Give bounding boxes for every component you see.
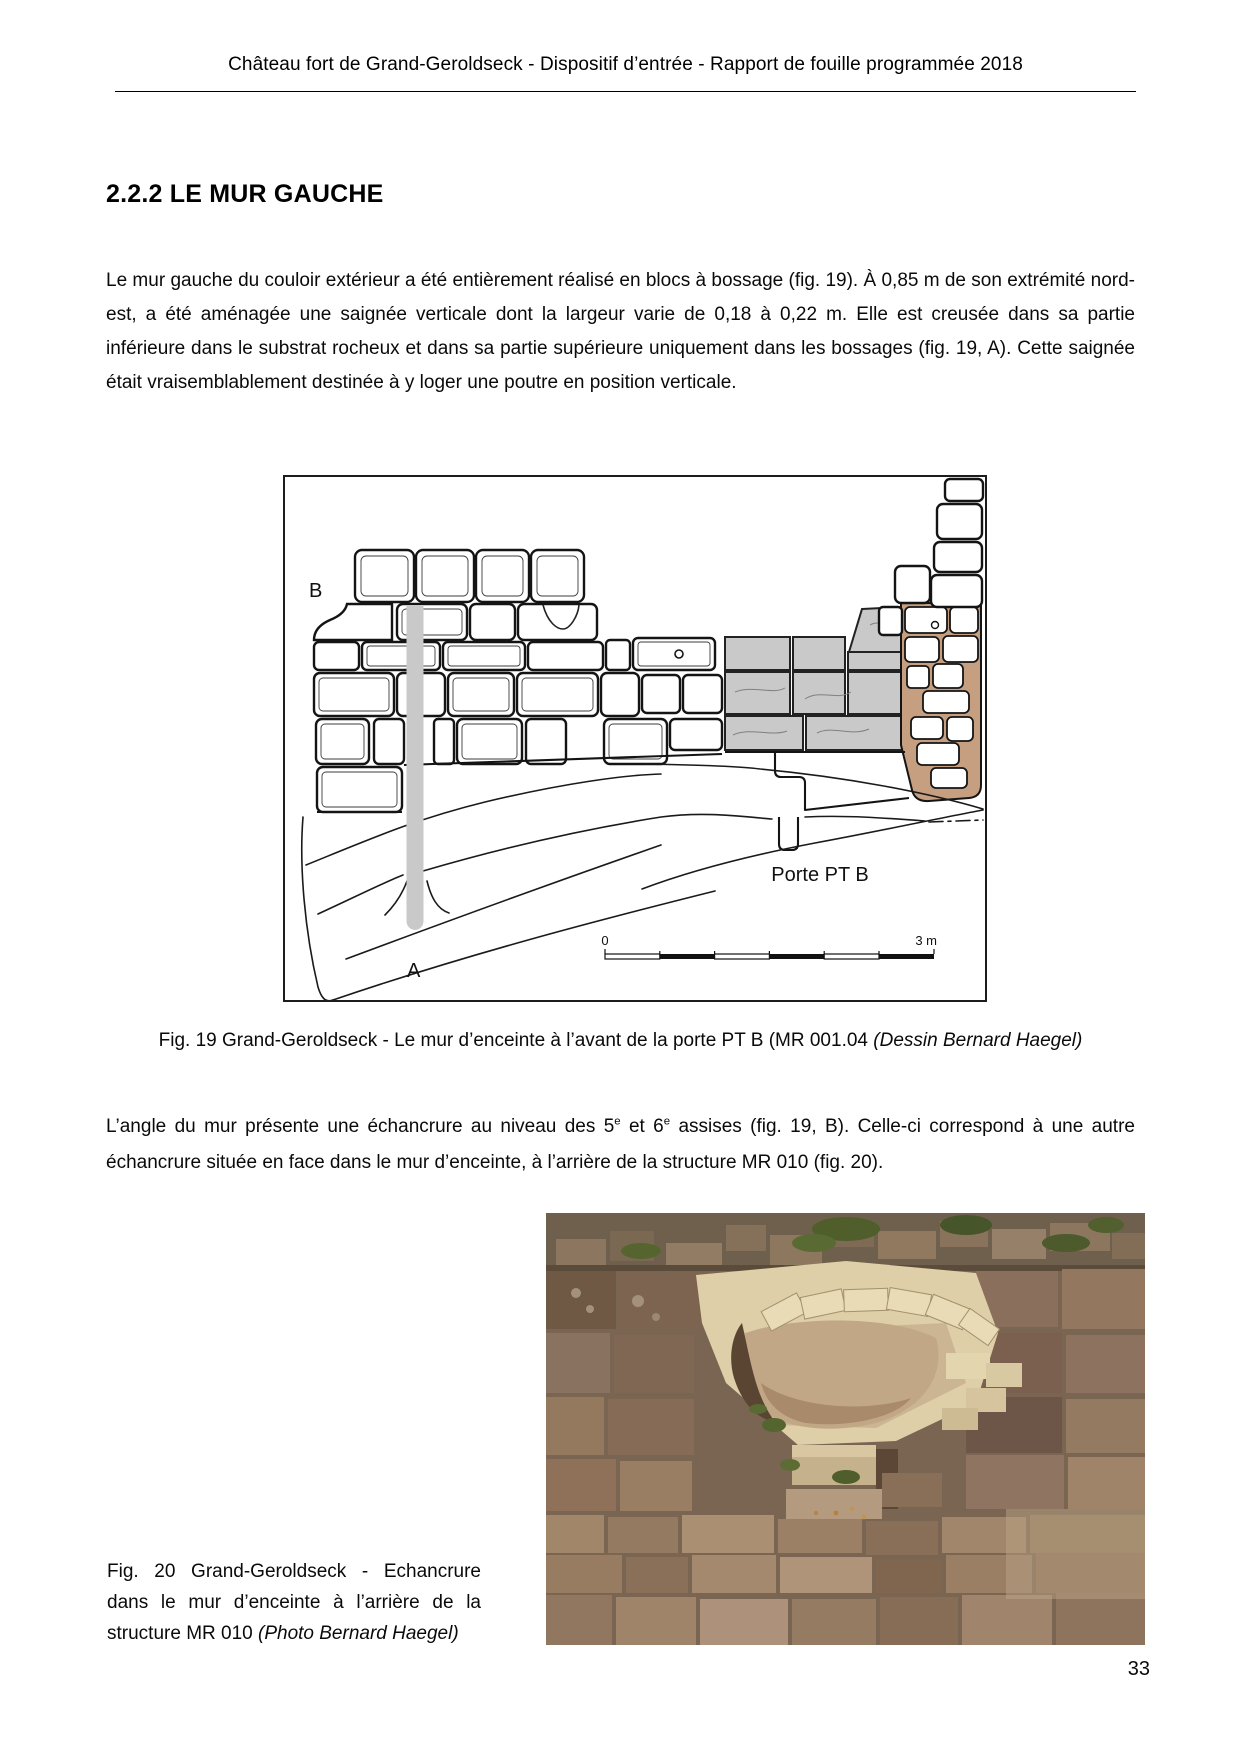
rock-contours — [302, 764, 983, 1000]
figure-19-caption-credit: (Dessin Bernard Haegel) — [873, 1030, 1083, 1051]
figure-20-caption — [107, 1556, 481, 1649]
paragraph-angle-du-mur — [106, 1109, 1135, 1181]
photo-left-wall — [546, 1271, 710, 1511]
paragraph2-text: L’angle du mur présente une échancrure au niveau des 5 — [106, 1116, 615, 1137]
rubble-masonry — [901, 603, 981, 801]
wall-elevation-sketch — [285, 477, 985, 1000]
porte-ptb-outline — [775, 753, 909, 850]
label-B: B — [309, 580, 323, 602]
figure-19-caption — [106, 1030, 1135, 1052]
figure-20-photo — [546, 1213, 1145, 1645]
scale-max-label: 3 m — [915, 933, 937, 948]
figure-20-caption-credit: (Photo Bernard Haegel) — [258, 1623, 459, 1644]
figure-20-caption-text: Fig. 20 Grand-Geroldseck - Echancrure dans le mur d’enceinte à l’arrière de la structure MR 010 — [107, 1561, 481, 1644]
page-number: 33 — [1127, 1658, 1150, 1680]
label-porte-ptb: Porte PT B — [771, 864, 869, 886]
paragraph2-text: assises (fig. 19, B). Celle-ci correspond à une autre échancrure située en face dans le mur d’enceinte, à l’arrière de la structure MR 010 (fig. 20). — [106, 1116, 1135, 1173]
figure-19-caption-text: Fig. 19 Grand-Geroldseck - Le mur d’enceinte à l’avant de la porte PT B (MR 001.04 — [158, 1030, 874, 1051]
section-heading: 2.2.2 LE MUR GAUCHE — [106, 180, 384, 208]
label-A: A — [407, 960, 421, 982]
superscript-5e: e — [614, 1115, 621, 1128]
scale-zero-label: 0 — [601, 933, 609, 948]
figure-19-drawing — [283, 475, 987, 1002]
scale-bar — [601, 933, 937, 959]
bossage-blocks — [314, 550, 722, 812]
header-divider-line — [115, 91, 1136, 92]
page-header-title: Château fort de Grand-Geroldseck - Dispositif d’entrée - Rapport de fouille programmée 2018 — [228, 54, 1023, 75]
saignee-gray-bar — [407, 605, 424, 930]
paragraph2-text: et 6 — [620, 1116, 664, 1137]
superscript-6e: e — [663, 1115, 671, 1128]
paragraph-mur-gauche: Le mur gauche du couloir extérieur a été entièrement réalisé en blocs à bossage (fig. 19). À 0,85 m de son extrémité nord-est, a été aménagée une saignée verticale dont la largeur varie de 0,18 à 0,22 m. Elle est creusée dans sa partie inférieure dans le substrat rocheux et dans sa partie supérieure uniquement dans les bossages (fig. 19, A). Cette saignée était vraisemblablement destinée à y loger une poutre en position verticale. — [106, 270, 1135, 393]
masonry-photo — [546, 1213, 1145, 1645]
